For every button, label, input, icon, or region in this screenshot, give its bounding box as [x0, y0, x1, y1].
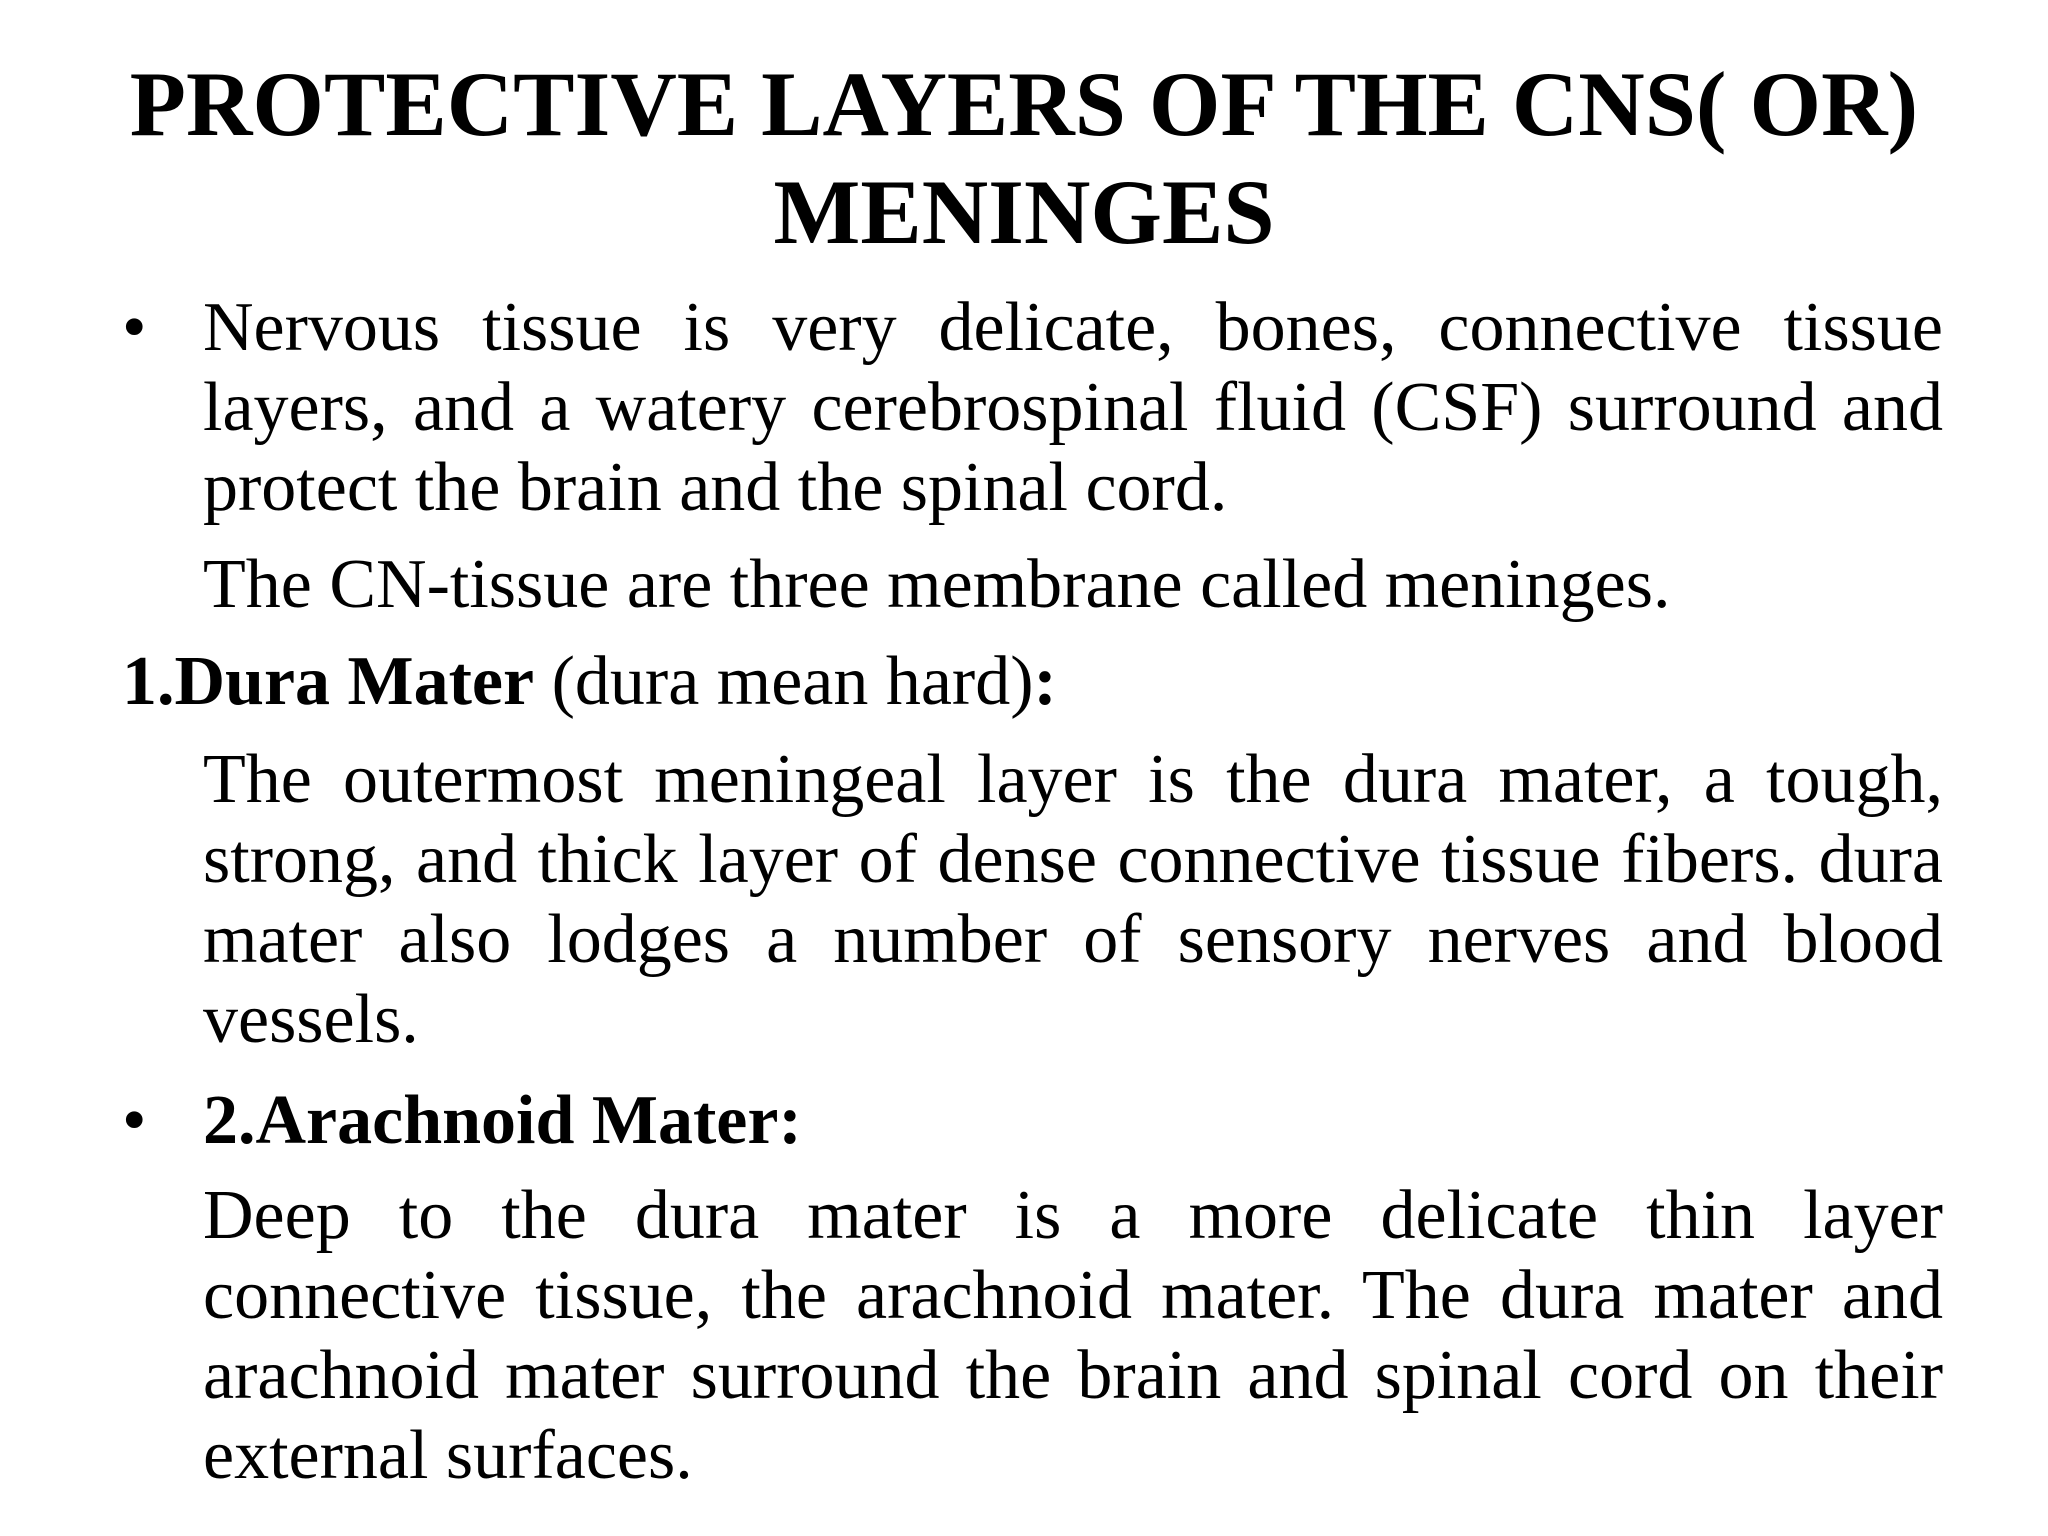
title-line-1: PROTECTIVE LAYERS OF THE CNS( OR)	[129, 53, 1919, 155]
intro-paragraph: Nervous tissue is very delicate, bones, connective tissue layers, and a watery cerebrospinal fluid (CSF) surround and protect the brain and the spinal cord.	[203, 289, 1943, 526]
dura-mater-heading-note: (dura mean hard)	[534, 643, 1034, 720]
arachnoid-mater-heading: 2.Arachnoid Mater:	[203, 1082, 802, 1159]
meninges-note: The CN-tissue are three membrane called meninges.	[203, 546, 1671, 623]
dura-mater-heading-colon: :	[1033, 643, 1057, 720]
bullet-marker: •	[122, 1082, 147, 1159]
arachnoid-mater-paragraph: Deep to the dura mater is a more delicate thin layer connective tissue, the arachnoid mater. The dura mater and arachnoid mater surround the brain and spinal cord on their external surfaces.	[203, 1177, 1943, 1494]
bullet-marker: •	[122, 289, 147, 366]
slide-title	[100, 50, 1948, 266]
title-line-2: MENINGES	[773, 161, 1275, 263]
dura-mater-paragraph: The outermost meningeal layer is the dura mater, a tough, strong, and thick layer of dense connective tissue fibers. dura mater also lodges a number of sensory nerves and blood vessels.	[203, 741, 1943, 1058]
dura-mater-heading-bold: 1.Dura Mater	[122, 643, 535, 720]
dura-mater-heading	[122, 642, 1057, 722]
